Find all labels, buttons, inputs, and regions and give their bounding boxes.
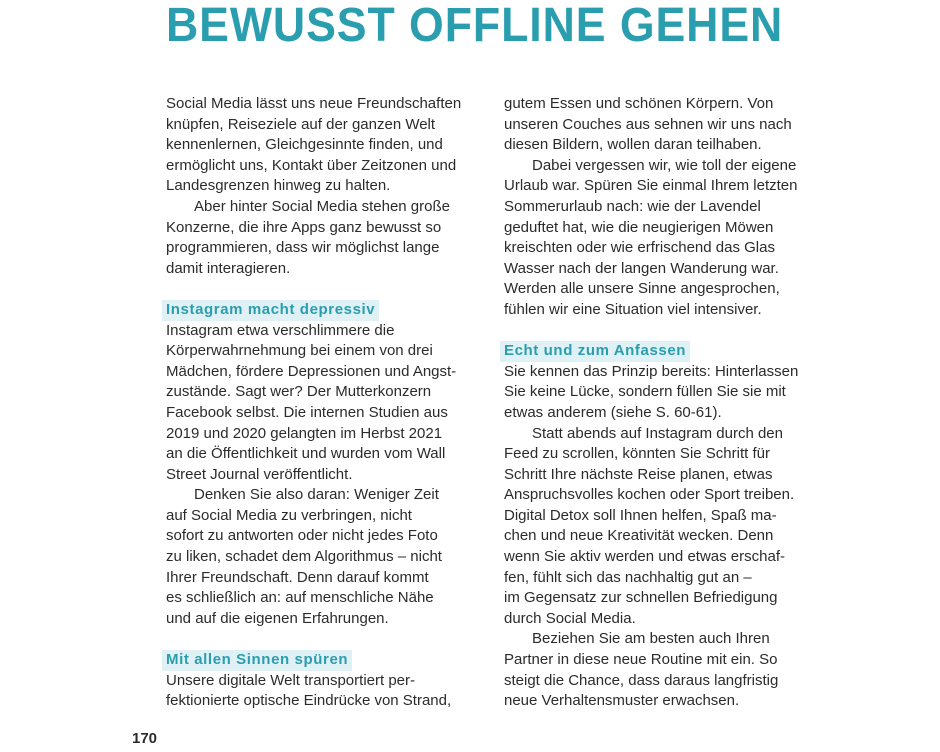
- body-text-line: fektionierte optische Eindrücke von Strand,: [166, 692, 452, 710]
- section-heading: Mit allen Sinnen spüren: [162, 650, 352, 671]
- body-text-line: damit interagieren.: [166, 259, 291, 277]
- body-text-line: Sie kennen das Prinzip bereits: Hinterlassen: [504, 362, 799, 380]
- body-text-line: Landesgrenzen hinweg zu halten.: [166, 177, 391, 195]
- body-text-line: und auf die eigenen Erfahrungen.: [166, 609, 389, 627]
- body-text-line: Sie keine Lücke, sondern füllen Sie sie mit: [504, 383, 786, 401]
- body-text-line: ermöglicht uns, Kontakt über Zeitzonen und: [166, 156, 457, 174]
- page-title: BEWUSST OFFLINE GEHEN: [166, 0, 784, 52]
- body-text-line: im Gegensatz zur schnellen Befriedigung: [504, 589, 778, 607]
- body-text-line: Werden alle unsere Sinne angesprochen,: [504, 280, 780, 298]
- body-text-line: zustände. Sagt wer? Der Mutterkonzern: [166, 383, 432, 401]
- paragraph-gap: [166, 279, 478, 300]
- body-text-line: auf Social Media zu verbringen, nicht: [166, 506, 412, 524]
- body-text-line: Feed zu scrollen, könnten Sie Schritt für: [504, 445, 770, 463]
- body-text-line: programmieren, dass wir möglichst lange: [166, 239, 440, 257]
- body-text-line: fühlen wir eine Situation viel intensiver.: [504, 300, 762, 318]
- right-text-column: [504, 94, 816, 712]
- body-text-line: Beziehen Sie am besten auch Ihren: [532, 630, 770, 648]
- paragraph-gap: [504, 321, 816, 342]
- body-text-line: 2019 und 2020 gelangten im Herbst 2021: [166, 424, 443, 442]
- body-text-line: Social Media lässt uns neue Freundschaften: [166, 95, 462, 112]
- body-text-line: Ihrer Freundschaft. Denn darauf kommt: [166, 568, 429, 586]
- body-text-line: fen, fühlt sich das nachhaltig gut an –: [504, 568, 752, 586]
- body-text-line: Digital Detox soll Ihnen helfen, Spaß ma-: [504, 506, 777, 524]
- body-text-line: Unsere digitale Welt transportiert per-: [166, 671, 415, 689]
- section-heading-line: [166, 300, 478, 321]
- body-text-line: kreischten oder wie erfrischend das Glas: [504, 239, 775, 257]
- body-text-line: Schritt Ihre nächste Reise planen, etwas: [504, 465, 773, 483]
- body-text-line: Street Journal veröffentlicht.: [166, 465, 353, 483]
- section-heading-line: [166, 650, 478, 671]
- body-text-line: Anspruchsvolles kochen oder Sport treiben.: [504, 486, 795, 504]
- body-text-line: gutem Essen und schönen Körpern. Von: [504, 95, 774, 112]
- body-text-line: Sommerurlaub nach: wie der Lavendel: [504, 197, 761, 215]
- left-text-column: [166, 94, 478, 712]
- body-text-line: diesen Bildern, wollen daran teilhaben.: [504, 136, 762, 154]
- body-text-line: steigt die Chance, dass daraus langfristig: [504, 671, 779, 689]
- body-text-line: Partner in diese neue Routine mit ein. So: [504, 651, 778, 669]
- body-text-line: etwas anderem (siehe S. 60-61).: [504, 403, 722, 421]
- body-text-line: chen und neue Kreativität wecken. Denn: [504, 527, 774, 545]
- section-heading: Instagram macht depressiv: [162, 300, 379, 321]
- body-text-line: unseren Couches aus sehnen wir uns nach: [504, 115, 792, 133]
- body-text-line: knüpfen, Reiseziele auf der ganzen Welt: [166, 115, 436, 133]
- body-text-line: Instagram etwa verschlimmere die: [166, 321, 395, 339]
- body-text-line: Körperwahrnehmung bei einem von drei: [166, 342, 433, 360]
- body-text-line: zu liken, schadet dem Algorithmus – nicht: [166, 548, 442, 566]
- body-text-line: Dabei vergessen wir, wie toll der eigene: [532, 156, 797, 174]
- body-text-line: Mädchen, fördere Depressionen und Angst-: [166, 362, 457, 380]
- body-text-line: Wasser nach der langen Wanderung war.: [504, 259, 779, 277]
- body-text-line: kennenlernen, Gleichgesinnte finden, und: [166, 136, 443, 154]
- paragraph-gap: [166, 629, 478, 650]
- body-text-line: Facebook selbst. Die internen Studien aus: [166, 403, 448, 421]
- body-text-line: Konzerne, die ihre Apps ganz bewusst so: [166, 218, 442, 236]
- body-text-line: geduftet hat, wie die neugierigen Möwen: [504, 218, 774, 236]
- body-text-line: Denken Sie also daran: Weniger Zeit: [194, 486, 439, 504]
- body-text-line: Statt abends auf Instagram durch den: [532, 424, 783, 442]
- body-text-line: es schließlich an: auf menschliche Nähe: [166, 589, 434, 607]
- body-text-line: an die Öffentlichkeit und wurden vom Wall: [166, 445, 446, 463]
- body-text-line: Urlaub war. Spüren Sie einmal Ihrem letzten: [504, 177, 798, 195]
- page-number: 170: [132, 730, 158, 747]
- body-text-line: wenn Sie aktiv werden und etwas erschaf-: [504, 548, 785, 566]
- body-text-line: Aber hinter Social Media stehen große: [194, 197, 450, 215]
- body-text-line: sofort zu antworten oder nicht jedes Foto: [166, 527, 438, 545]
- body-text-line: neue Verhaltensmuster erwachsen.: [504, 692, 740, 710]
- body-text-line: durch Social Media.: [504, 609, 636, 627]
- section-heading-line: [504, 341, 816, 362]
- section-heading: Echt und zum Anfassen: [500, 341, 690, 362]
